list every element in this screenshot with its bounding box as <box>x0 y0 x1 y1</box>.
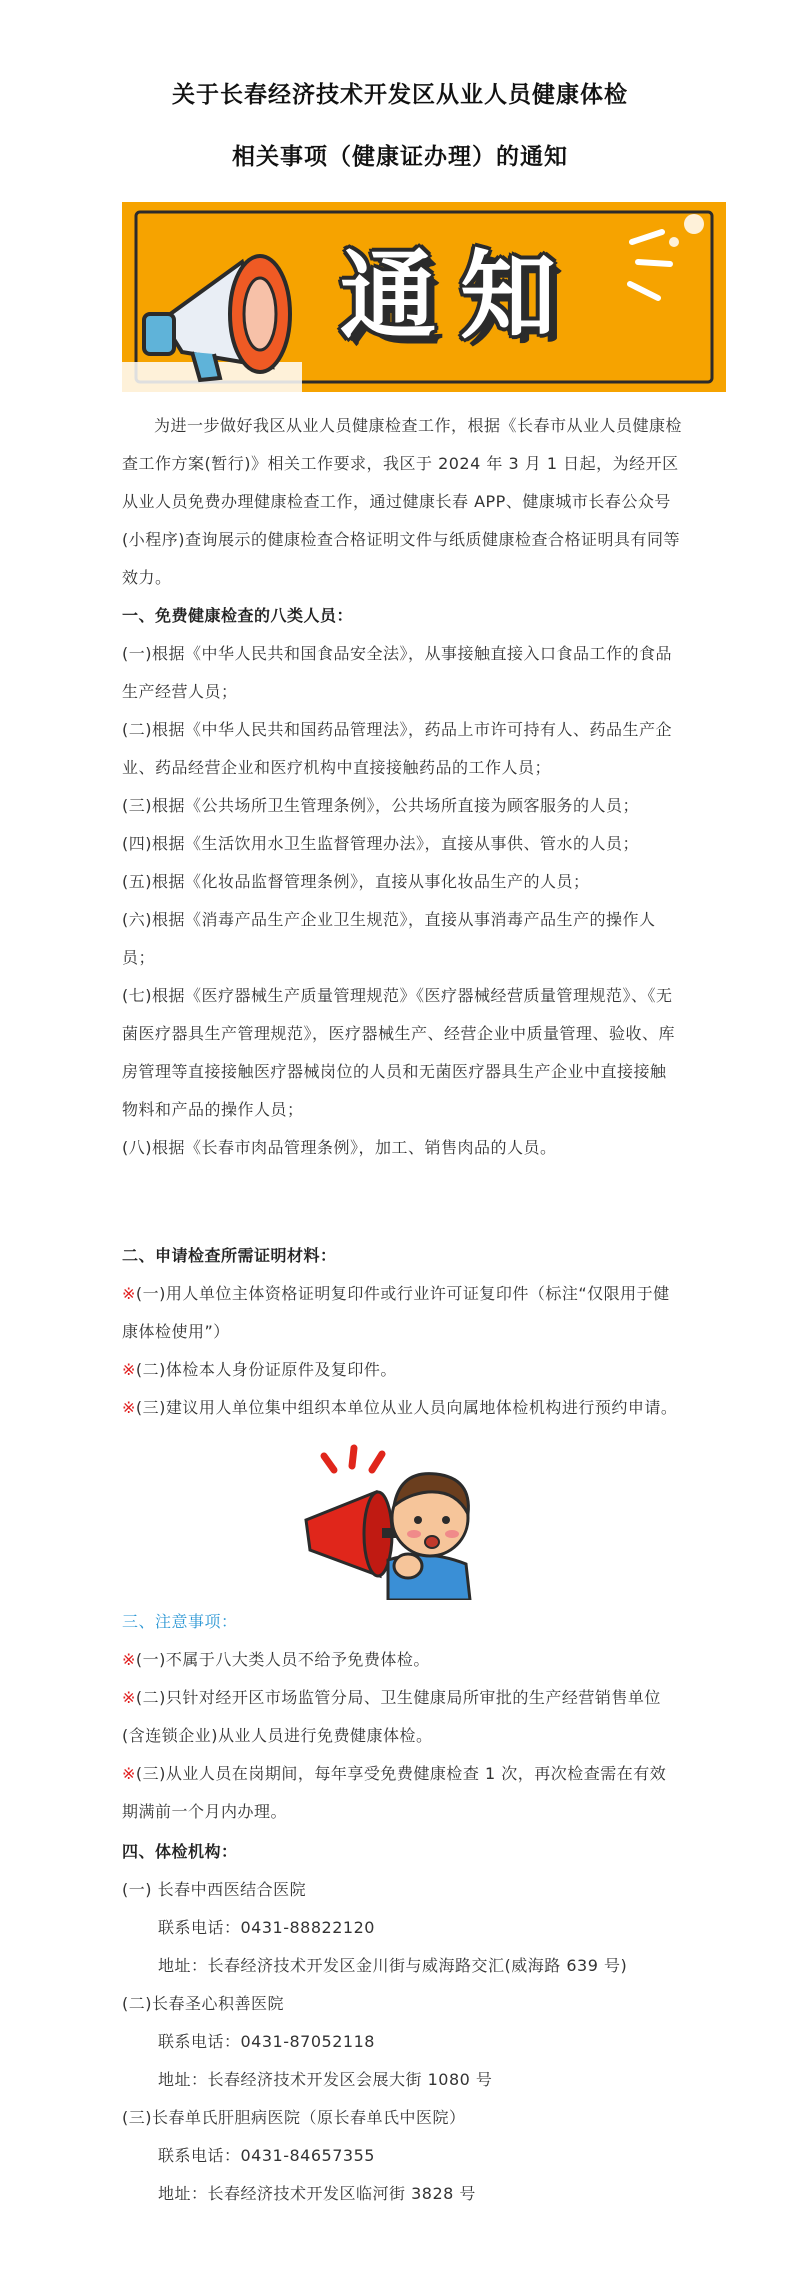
section3-heading: 三、注意事项： <box>122 1612 238 1631</box>
section1-item: (三)根据《公共场所卫生管理条例》，公共场所直接为顾客服务的人员； <box>122 796 639 815</box>
section1-item: (四)根据《生活饮用水卫生监督管理办法》，直接从事供、管水的人员； <box>122 834 639 853</box>
notice-banner <box>122 202 726 392</box>
section1-item: (八)根据《长春市肉品管理条例》，加工、销售肉品的人员。 <box>122 1138 557 1157</box>
section2-heading: 二、申请检查所需证明材料： <box>122 1246 337 1265</box>
section2-item: ※(一)用人单位主体资格证明复印件或行业许可证复印件（标注“仅限用于健康体检使用”） <box>122 1284 670 1341</box>
section1-item: (七)根据《医疗器械生产质量管理规范》《医疗器械经营质量管理规范》、《无菌医疗器具生产管理规范》，医疗器械生产、经营企业中质量管理、验收、库房管理等直接接触医疗器械岗位的人员和无菌医疗器具生产企业中直接接触物料和产品的操作人员； <box>122 986 676 1119</box>
section1-item: (一)根据《中华人民共和国食品安全法》，从事接触直接入口食品工作的食品生产经营人员； <box>122 644 672 701</box>
institution-name: (三)长春单氏肝胆病医院（原长春单氏中医院） <box>122 2108 466 2127</box>
institution-phone: 联系电话：0431-84657355 <box>158 2146 375 2165</box>
cartoon-megaphone-man-icon <box>296 1440 486 1600</box>
institution-phone: 联系电话：0431-87052118 <box>158 2032 375 2051</box>
section1-item: (二)根据《中华人民共和国药品管理法》，药品上市许可持有人、药品生产企业、药品经营企业和医疗机构中直接接触药品的工作人员； <box>122 720 672 777</box>
institution-address: 地址：长春经济技术开发区临河街 3828 号 <box>158 2184 476 2203</box>
megaphone-icon <box>144 256 290 380</box>
section2-item: ※(二)体检本人身份证原件及复印件。 <box>122 1360 397 1379</box>
sparkle-icon <box>630 232 670 298</box>
section3-item: ※(二)只针对经开区市场监管分局、卫生健康局所审批的生产经营销售单位(含连锁企业)从业人员进行免费健康体检。 <box>122 1688 661 1745</box>
section1-item: (五)根据《化妆品监督管理条例》，直接从事化妆品生产的人员； <box>122 872 590 891</box>
section4-heading: 四、体检机构： <box>122 1842 238 1861</box>
asterisk-marker-icon: ※ <box>122 1764 136 1783</box>
title-line-1: 关于长春经济技术开发区从业人员健康体检 <box>172 81 628 108</box>
section3-item: ※(三)从业人员在岗期间，每年享受免费健康检查 1 次，再次检查需在有效期满前一个月内办理。 <box>122 1764 667 1821</box>
institution-name: (一) 长春中西医结合医院 <box>122 1880 307 1899</box>
section3-block <box>122 1603 682 1831</box>
institution-address: 地址：长春经济技术开发区会展大街 1080 号 <box>158 2070 493 2089</box>
section4-block <box>122 1833 682 2213</box>
section3-item: ※(一)不属于八大类人员不给予免费体检。 <box>122 1650 430 1669</box>
asterisk-marker-icon: ※ <box>122 1360 136 1379</box>
section2-block <box>122 1237 682 1427</box>
section1-block <box>122 597 682 1167</box>
section2-item: ※(三)建议用人单位集中组织本单位从业人员向属地体检机构进行预约申请。 <box>122 1398 678 1417</box>
institution-name: (二)长春圣心积善医院 <box>122 1994 284 2013</box>
title-line-2: 相关事项（健康证办理）的通知 <box>232 143 568 170</box>
intro-paragraph: 为进一步做好我区从业人员健康检查工作，根据《长春市从业人员健康检查工作方案(暂行)》相关工作要求，我区于 2024 年 3 月 1 日起，为经开区从业人员免费办理健康检查工作，通过健康长春 APP、健康城市长春公众号(小程序)查询展示的健康检查合格证明文件与纸质健康检查合格证明具有同等效力。 <box>122 416 683 587</box>
asterisk-marker-icon: ※ <box>122 1398 136 1417</box>
section1-heading: 一、免费健康检查的八类人员： <box>122 606 354 625</box>
banner-text: 通知 <box>340 240 580 352</box>
asterisk-marker-icon: ※ <box>122 1284 136 1303</box>
institution-address: 地址：长春经济技术开发区金川街与威海路交汇(威海路 639 号) <box>158 1956 628 1975</box>
institution-phone: 联系电话：0431-88822120 <box>158 1918 375 1937</box>
section1-item: (六)根据《消毒产品生产企业卫生规范》，直接从事消毒产品生产的操作人员； <box>122 910 656 967</box>
asterisk-marker-icon: ※ <box>122 1688 136 1707</box>
asterisk-marker-icon: ※ <box>122 1650 136 1669</box>
